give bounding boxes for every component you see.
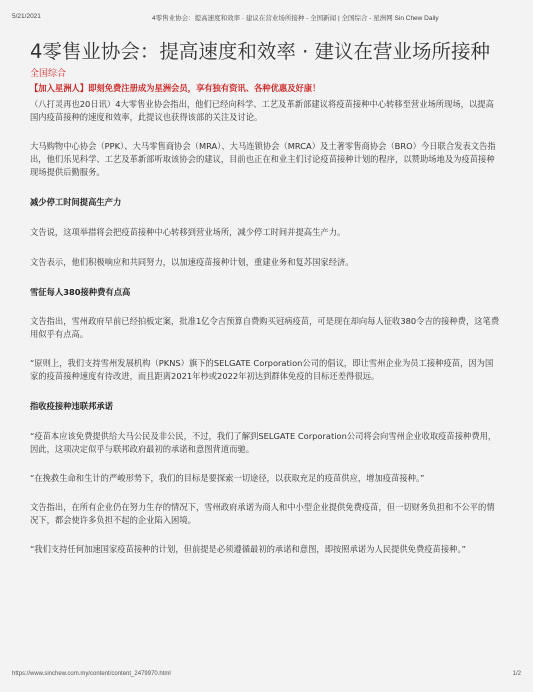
print-header-title: 4零售业协会：提高速度和效率 · 建议在营业场所接种 - 全国新闻 | 全国综合 - 星洲网 Sin Chew Daily — [152, 15, 439, 22]
paragraph: 文告说，这项举措将会把疫苗接种中心转移到营业场所，减少停工时间并提高生产力。 — [30, 227, 346, 237]
page-number: 1/2 — [512, 671, 521, 677]
print-header — [12, 13, 521, 25]
subheading: 减少停工时间提高生产力 — [30, 197, 122, 207]
paragraph: “疫苗本应该免费提供给大马公民及非公民，不过，我们了解到SELGATE Corporation公司将会向雪州企业收取疫苗接种费用，因此，这项决定似乎与联邦政府最初的承诺和意图背道而驰。 — [30, 431, 497, 454]
page-url: https://www.sinchew.com.my/content/content_2479970.html — [12, 671, 171, 677]
paragraph: 文告表示，他们积极响应和共同努力，以加速疫苗接种计划，重建业务和复苏国家经济。 — [30, 257, 354, 267]
paragraph: （八打灵再也20日讯）4大零售业协会指出，他们已经向科学、工艺及革新部建议将疫苗接种中心转移至营业场所现场，以提高国内疫苗接种的速度和效率，此提议也获得该部的关注及讨论。 — [30, 99, 494, 122]
paragraph: 文告指出，在所有企业仍在努力生存的情况下，雪州政府承诺为商人和中小型企业提供免费疫苗，但一切财务负担和不公平的情况下，都会使许多负担不起的企业陷入困境。 — [30, 502, 495, 525]
subheading: 指收疫接种违联邦承诺 — [30, 401, 113, 411]
membership-promo-link[interactable]: 【加入星洲人】即刻免费注册成为星洲会员，享有独有资讯、各种优惠及好康！ — [30, 83, 321, 93]
paragraph: 大马购物中心协会（PPK）、大马零售商协会（MRA）、大马连锁协会（MRCA）及土著零售商协会（BRO）今日联合发表文告指出，他们乐见科学、工艺及革新部听取该协会的建议，目前也正在和业主们讨论疫苗接种计划的程序，以赞助场地及为疫苗接种现场提供后勤服务。 — [30, 141, 496, 177]
paragraph: “在挽救生命和生计的严峻形势下，我们的目标是要探索一切途径，以获取充足的疫苗供应，增加疫苗接种。” — [30, 473, 425, 483]
subheading: 雪征每人380接种费有点高 — [30, 287, 131, 297]
paragraph: “我们支持任何加速国家疫苗接种的计划，但前提是必须遵循最初的承诺和意图，即按照承诺为人民提供免费疫苗接种。” — [30, 544, 466, 554]
article-category-link[interactable]: 全国综合 — [30, 69, 67, 79]
paragraph: 文告指出，雪州政府早前已经拍板定案，批准1亿令吉预算自费购买冠病疫苗，可是现在却向每人征收380令吉的接种费，这笔费用似乎有点高。 — [30, 316, 500, 339]
article-body — [30, 40, 500, 556]
article-title: 4零售业协会：提高速度和效率 · 建议在营业场所接种 — [30, 40, 491, 63]
paragraph: “原则上，我们支持雪州发展机构（PKNS）旗下的SELGATE Corporation公司的倡议，即让雪州企业为员工接种疫苗，因为国家的疫苗接种速度有待改进，而且距离2021年杪或2022年初达到群体免疫的目标还差得很远。 — [30, 358, 494, 381]
print-date: 5/21/2021 — [12, 13, 41, 20]
